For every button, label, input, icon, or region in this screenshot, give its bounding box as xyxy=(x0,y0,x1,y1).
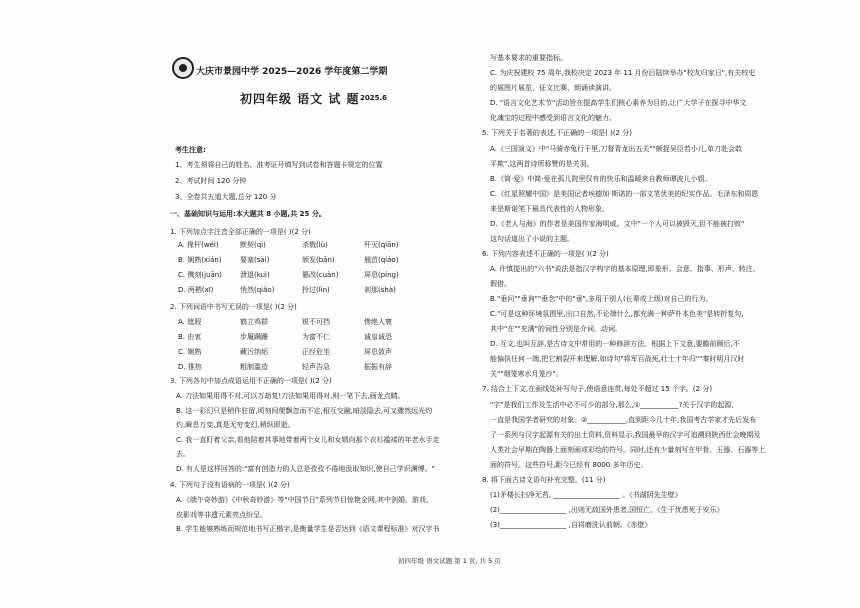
question-stem: 4. 下列句子没有语病的一项是( )(2 分) xyxy=(170,481,290,489)
option-line: 假借。 xyxy=(490,280,511,288)
text-line: C. 为庆祝建校 75 周年,我校决定 2023 年 11 月份后陆续举办"校友归家日",有关校史 xyxy=(490,69,756,77)
exam-title: 初四年级 语文 试 题 xyxy=(240,92,360,106)
option-line: A.《三国演义》中"马骑赤兔行千里,刀督青龙出五关""颇捉吴臣若小儿,单刀赴会敢 xyxy=(490,145,742,153)
option-line: C."可是这种环境氛围里,出口自然,不论端什么,都充满一种萨朴本色美"是转折复句, xyxy=(490,310,744,318)
question-stem: 2. 下列词语中书写无误的一项是( )(2 分) xyxy=(170,303,297,311)
section-heading: 一、基础知识与运用:本大题共 8 小题,共 25 分。 xyxy=(170,210,326,218)
question-stem: 1. 下列加点字注音全部正确的一项是( )(2 分) xyxy=(170,228,311,236)
question-stem: 5. 下列关于名著的表述,不正确的一项是( )(2 分) xyxy=(482,129,632,137)
option-line: D.《老人与海》的作者是美国作家海明威。文中"一个人可以被毁灭,但不能被打败" xyxy=(490,220,745,228)
options-row: C. 娴熟 藏污纳垢 正经危坐 屏息敛声 xyxy=(178,348,392,356)
question-stem: 7. 结合上下文,在画线处补写句子,使语意连贯,每处不超过 15 个字。(2 分) xyxy=(482,385,713,393)
school-name: 大庆市景园中学 2025—2026 学年度第二学期 xyxy=(196,67,388,77)
option-line: 去。 xyxy=(176,450,190,458)
option-line: D. 有人是这样回答的:"富有创造力的人总是孜孜不倦地汲取知识,使自己学识渊博。" xyxy=(176,465,435,473)
notice-item: 2、考试时间 120 分钟 xyxy=(175,177,247,185)
option-line: 平欺",这两首诗所称赞的是关羽。 xyxy=(490,160,594,168)
option-line: 灼,瞬息万变,真是无穷变幻,稍纵即逝。 xyxy=(176,421,295,429)
notice-item: 1、考生须将自己的姓名、准考证号填写到试卷和答题卡规定的位置 xyxy=(175,161,383,169)
options-row: C. 镌刻(juān) 溃退(kuì) 篡改(cuàn) 屏息(píng) xyxy=(178,271,399,279)
notice-item: 3、全卷共五道大题,总分 120 分 xyxy=(175,193,277,201)
question-stem: 8. 将下面古诗文语句补充完整。(11 分) xyxy=(482,476,606,484)
passage-line: 人类社会早期在陶器上面刻画或彩绘的符号。同时,还有少量刻写在甲骨、玉器、石器等上 xyxy=(490,446,766,454)
text-line: D. "语言文化艺术节"活动旨在提高学生们核心素养为目的,让广大学子在探寻中华文 xyxy=(490,99,747,107)
option-line: C.《红星照耀中国》是美国记者埃德加·斯诺的一部文笔优美的纪实作品。毛泽东和周恩 xyxy=(490,190,759,198)
passage-line: 面的符号。这些符号,距今已经有 8000 多年历史。 xyxy=(490,461,648,469)
option-line: C. 我一直盯着父亲,看他陪着其事地带着两个女儿和女婿向那个衣衫褴褛的年老水手走 xyxy=(176,436,440,444)
option-line: A. 刀法如果用得不对,可以万劫复!刀法如果用得对,则一笔下去,画龙点睛。 xyxy=(176,392,405,400)
options-row: B. 由衷 步履蹒跚 为富不仁 诚皇诚恐 xyxy=(178,333,392,341)
option-line: A. 许慎提出的"六书"说法是指汉字构字的基本原理,即象形、会意、指事、形声、转注、 xyxy=(490,265,760,273)
fill-line: (1)矛楼长扫净无苔, ___________________ 。《书湖阴先生壁》 xyxy=(490,491,682,499)
notice-heading: 考生注意: xyxy=(175,146,206,154)
option-line: 皮影戏等非遗元素亮点纷呈。 xyxy=(176,511,267,519)
question-stem: 6. 下列内容表述不正确的一项是( )(2 分) xyxy=(482,250,609,258)
option-line: B. 学生能够熟练而规范地书写正楷字,是衡量学生是否达到《语文课程标准》对汉字书 xyxy=(176,525,440,533)
options-row: A. 椽杆(wéi) 默契(qì) 杀戮(lù) 歼灭(qiān) xyxy=(178,241,399,249)
option-line: 能偏执任何一端,把它割裂开来理解,如诗句"将军百战死,壮士十年归""秦时明月汉时 xyxy=(490,355,745,363)
fill-line: (2)___________________ ,出则无敌国外患者,国恒亡。《生于忧患死于安乐》 xyxy=(490,506,724,514)
option-line: 其中"在""充满"的词性分别是介词、动词。 xyxy=(490,325,622,333)
option-line: B.《简·爱》中简·爱在孤儿院里仅有的快乐和温暖来自教师谭波儿小姐。 xyxy=(490,175,712,183)
passage-line: 了一系列与汉字起源有关的出土资料,资料显示,我国最早的汉字可追溯到陕西仕会晚期及 xyxy=(490,431,761,439)
option-line: 来是斯诺笔下最具代表性的人物形象。 xyxy=(490,205,609,213)
option-line: A.《端午奇妙游》《中秋奇妙游》等"中国节日"系列节目惊艳全网,其中剑婚、游戏、 xyxy=(176,496,434,504)
options-row: D. 推热 粗制滥造 轻声告急 振振有辞 xyxy=(178,363,392,371)
options-row: A. 遮瑕 鹤立鸡群 锐不可挡 惨绝人寰 xyxy=(178,318,392,326)
option-line: B. 这一彩幻只是稍作驻留,顷刻间便飘忽而不定,相互交融,暗淡隐去,可又骤然远光灼 xyxy=(176,407,433,415)
text-line: 写基本要求的重要指标。 xyxy=(490,54,567,62)
option-line: 这句话道出了小说的主题。 xyxy=(490,235,574,243)
options-row: B. 娴熟(xián) 要塞(sài) 颁发(bān) 翘首(qiáo) xyxy=(178,256,399,264)
exam-date: 2025.6 xyxy=(360,94,388,102)
option-line: B."垂问""垂询""垂念"中的"垂",多用于别人(长辈或上级)对自己的行为。 xyxy=(490,295,713,303)
page-footer: 初四年级 语文试题 第 1 页, 共 5 页 xyxy=(398,557,501,565)
passage-line: 一直是我国学者研究的对象。②___________,直到距今几十年,我国考古学家才先后发布 xyxy=(490,416,757,424)
question-stem: 3. 下列各句中加点成语运用不正确的一项是( )(2 分) xyxy=(170,377,332,385)
option-line: 关""烟笼寒水月笼沙"。 xyxy=(490,370,563,378)
school-logo xyxy=(172,57,194,79)
options-row: D. 两栖(xī) 悄然(qiǎo) 拎过(lìn) 刹那(shà) xyxy=(178,286,396,294)
passage-line: "字"是我们工作及生活中必不可少的部分,那么,①___________?关于汉字的起源, xyxy=(490,401,734,409)
option-line: D. 互文,也叫互辞,是古诗文中常用的一种修辞方法。根据上下文意,要瞻前顾后,不 xyxy=(490,340,740,348)
text-line: 的展图片展览、征文比赛、朗诵读演讲。 xyxy=(490,84,616,92)
text-line: 化魂宝的过程中感受到语言文化的魅力。 xyxy=(490,114,616,122)
fill-line: (3)___________________ ,自将磨洗认前朝。《赤壁》 xyxy=(490,521,652,529)
